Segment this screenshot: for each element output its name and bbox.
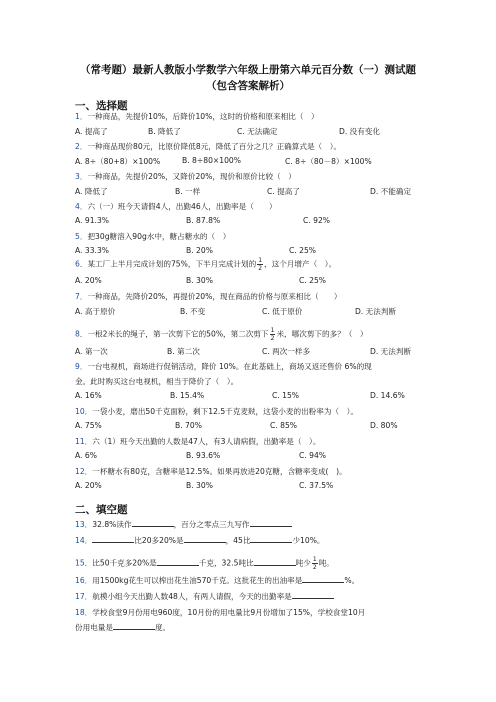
question-9: [75, 361, 372, 372]
question-text: 一根2米长的绳子，第一次剪下它的50%，第二次剪下: [87, 329, 269, 339]
option-a: A. 75%: [75, 421, 102, 430]
option-b: B. 20%: [186, 246, 213, 255]
question-text: 吨少: [295, 558, 311, 568]
section-heading-fill: 二、填空题: [75, 504, 128, 516]
question-text: 少10%。: [292, 536, 325, 545]
option-b: B. 不变: [180, 307, 206, 316]
question-text: 份用电量是: [75, 623, 113, 632]
question-17: [75, 591, 334, 602]
question-text: %。: [344, 576, 360, 585]
answer-blank[interactable]: [184, 535, 226, 543]
question-text: 六（1）班今天出勤的人数是47人，有3人请病假，出勤率是（ ）。: [92, 437, 321, 446]
question-text: 吨。: [318, 558, 334, 568]
option-a: A. 高于原价: [75, 307, 116, 316]
option-c: C. 两次一样多: [262, 347, 311, 356]
question-text: 学校食堂9月份用电960度，10月份的用电量比9月份增加了15%，学校食堂10月: [92, 608, 366, 617]
question-text: 一种商品，先提价20%，又降价20%，现价和原价比较（ ）: [87, 172, 296, 181]
question-number: 12．: [75, 467, 93, 476]
option-b: B. 30%: [186, 481, 213, 490]
option-c: C. 25%: [289, 246, 317, 255]
option-a: A. 降低了: [75, 187, 108, 196]
question-number: 18．: [75, 608, 93, 617]
answer-blank[interactable]: [292, 591, 334, 599]
question-5: [75, 231, 230, 242]
question-number: 1．: [75, 112, 88, 121]
question-text: 比50千克多20%是: [92, 558, 157, 568]
question-number: 2．: [75, 142, 88, 151]
question-number: 13．: [75, 520, 93, 529]
option-c: C. 低于原价: [262, 307, 303, 316]
question-number: 4．: [75, 202, 88, 211]
question-6: [75, 257, 336, 272]
answer-blank[interactable]: [250, 519, 292, 527]
question-10: [75, 406, 358, 417]
option-a: A. 20%: [75, 276, 102, 285]
question-number: 7．: [75, 292, 88, 301]
option-b: B. 降低了: [148, 127, 181, 136]
section-heading-choice: 一、选择题: [75, 100, 128, 112]
option-b: B. 87.8%: [186, 216, 221, 225]
question-text: 一种商品，先降价20%，再提价20%，现在商品的价格与原来相比（ ）: [87, 292, 342, 301]
question-1: [75, 111, 319, 122]
question-13: [75, 519, 292, 530]
question-text: 一种商品，先提价10%，后降价10%，这时的价格和原来相比（ ）: [87, 112, 319, 121]
option-d: D. 无法判断: [370, 347, 412, 356]
answer-blank[interactable]: [254, 558, 296, 566]
question-number: 14．: [75, 536, 93, 545]
question-text: 把30g糖溶入90g水中，糖占糖水的（ ）: [87, 232, 231, 241]
question-11: [75, 436, 320, 447]
option-d: D. 14.6%: [370, 391, 405, 400]
question-text: 米，哪次剪下的多？（ ）: [276, 329, 368, 339]
option-c: C. 提高了: [267, 187, 300, 196]
option-a: A. 20%: [75, 481, 102, 490]
option-d: D. 80%: [370, 421, 398, 430]
question-text: 某工厂上半月完成计划的75%，下半月完成计划的: [87, 259, 257, 269]
question-14: [75, 535, 325, 546]
option-c: C. 8÷（80－8）×100%: [285, 157, 372, 166]
fraction: [270, 327, 276, 342]
question-3: [75, 171, 296, 182]
option-a: A. 第一次: [75, 347, 108, 356]
option-a: A. 6%: [75, 451, 97, 460]
option-d: D. 没有变化: [339, 127, 381, 136]
question-number: 6．: [75, 259, 88, 269]
question-9-continued: 金。此时购买这台电视机，相当于降价了（ ）。: [75, 377, 239, 386]
question-number: 16．: [75, 576, 93, 585]
question-text: 用1500kg花生可以榨出花生油570千克。这批花生的出油率是: [92, 576, 303, 585]
option-b: B. 30%: [186, 276, 213, 285]
question-text: ，百分之零点三九写作: [173, 520, 250, 529]
question-text: 一袋小麦，磨出50千克面粉，剩下12.5千克麦麸，这袋小麦的出粉率为（ ）。: [92, 407, 359, 416]
option-b: B. 一样: [175, 187, 201, 196]
question-text: 度。: [154, 623, 171, 632]
option-b: B. 93.6%: [186, 451, 221, 460]
question-number: 10．: [75, 407, 93, 416]
question-text: 比20多20%是: [134, 536, 184, 545]
question-4: [75, 201, 277, 212]
question-text: 一杯糖水有80克，含糖率是12.5%。如果再放进20克糖，含糖率变成( )。: [92, 467, 347, 476]
option-b: B. 15.4%: [170, 391, 205, 400]
question-8: [75, 327, 368, 342]
option-a: A. 提高了: [75, 127, 108, 136]
option-b: B. 70%: [175, 421, 202, 430]
answer-blank[interactable]: [113, 622, 155, 630]
fraction-denominator: 2: [270, 335, 275, 342]
fraction: [257, 257, 263, 272]
question-7: [75, 291, 341, 302]
option-a: A. 8÷（80+8）×100%: [75, 157, 161, 166]
question-number: 3．: [75, 172, 88, 181]
fraction: [312, 556, 318, 571]
fraction-denominator: 2: [312, 564, 317, 571]
question-text: 一种商品现价80元，比原价降低8元，降低了百分之几？正确算式是（ ）。: [87, 142, 342, 151]
option-b: B. 第二次: [167, 347, 200, 356]
option-c: C. 85%: [270, 421, 298, 430]
option-c: C. 15%: [272, 391, 300, 400]
answer-blank[interactable]: [157, 558, 199, 566]
option-c: C. 25%: [299, 276, 327, 285]
option-d: D. 不能确定: [370, 187, 412, 196]
fraction-numerator: 1: [270, 327, 275, 334]
option-c: C. 无法确定: [237, 127, 278, 136]
answer-blank[interactable]: [302, 575, 344, 583]
option-a: A. 91.3%: [75, 216, 110, 225]
option-d: D. 无法判断: [355, 307, 397, 316]
question-number: 11．: [75, 437, 93, 446]
option-c: C. 92%: [303, 216, 331, 225]
question-number: 8．: [75, 329, 88, 339]
answer-blank[interactable]: [92, 535, 134, 543]
option-c: C. 37.5%: [299, 481, 334, 490]
question-text: 32.8%读作: [92, 520, 132, 529]
fraction-numerator: 1: [258, 257, 263, 264]
question-number: 17．: [75, 592, 93, 601]
option-a: A. 16%: [75, 391, 102, 400]
question-16: [75, 575, 359, 586]
fraction-numerator: 1: [312, 556, 317, 563]
question-18: [75, 607, 365, 618]
option-c: C. 94%: [299, 451, 327, 460]
question-text: 一台电视机，商场进行促销活动，降价 10%。在此基础上，商场又返还售价 6%的现: [87, 362, 372, 371]
question-12: [75, 466, 347, 477]
question-text: 千克，32.5吨比: [198, 558, 254, 568]
document-title: （常考题）最新人教版小学数学六年级上册第六单元百分数（一）测试题（包含答案解析）: [80, 64, 416, 92]
question-number: 15．: [75, 558, 93, 568]
option-a: A. 33.3%: [75, 246, 110, 255]
question-text: ，这个月增产（ ）。: [264, 259, 337, 269]
answer-blank[interactable]: [250, 535, 292, 543]
answer-blank[interactable]: [132, 519, 174, 527]
question-number: 5．: [75, 232, 88, 241]
question-18-continued: [75, 622, 170, 633]
question-text: 航模小组今天出勤人数48人，有两人请假，今天的出勤率是: [92, 592, 292, 601]
question-2: [75, 141, 341, 152]
question-15: [75, 556, 334, 571]
question-text: ，45比: [225, 536, 251, 545]
fraction-denominator: 2: [258, 265, 263, 272]
question-number: 9．: [75, 362, 88, 371]
option-b: B. 8÷80×100%: [182, 156, 241, 165]
question-text: 六（一）班今天请假4人，出勤46人，出勤率是（ ）: [87, 202, 277, 211]
